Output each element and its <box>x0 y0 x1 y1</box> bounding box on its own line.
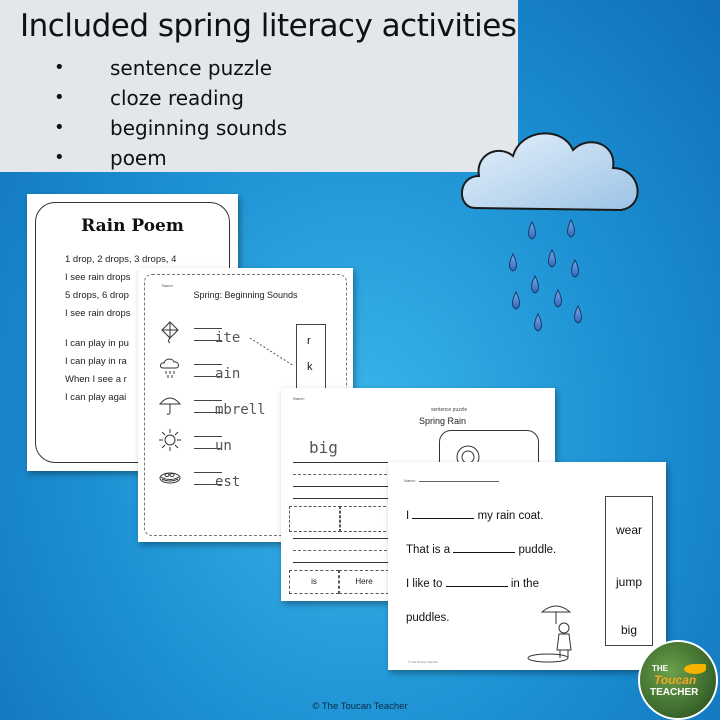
list-item: • beginning sounds <box>54 116 288 140</box>
poem-line: I can play in ra <box>65 356 127 367</box>
answer-blank <box>194 436 222 437</box>
name-blank <box>419 481 499 482</box>
word-bank-item: jump <box>615 575 642 589</box>
answer-blank <box>194 472 222 473</box>
word-card: Here <box>339 570 389 594</box>
name-label: Name: <box>404 478 499 483</box>
cloze-sentence: I like to in the <box>406 578 539 590</box>
nest-icon <box>158 464 182 488</box>
matching-line <box>248 336 298 370</box>
word-ending: ite <box>215 330 241 346</box>
cloze-reading-sheet <box>388 462 666 670</box>
poem-line: I see rain drops <box>65 308 131 319</box>
copyright-credit: © The Toucan Teacher <box>312 701 408 712</box>
answer-blank <box>453 552 515 553</box>
rain-cloud-icon <box>455 118 650 343</box>
sheet-title: Spring: Beginning Sounds <box>193 290 298 300</box>
word-card: is <box>289 570 339 594</box>
name-label: Name: <box>162 283 174 288</box>
poem-line: When I see a r <box>65 374 127 385</box>
word-bank-item: wear <box>615 523 642 537</box>
sheet-title: Spring Rain <box>419 416 467 426</box>
word-ending: est <box>215 474 241 490</box>
traced-word: big <box>309 438 338 457</box>
word-bank-item: big <box>620 623 637 637</box>
cloze-sentence: I my rain coat. <box>406 510 544 522</box>
list-item: • cloze reading <box>54 86 244 110</box>
poem-title: Rain Poem <box>81 216 184 236</box>
word-bank <box>605 496 653 646</box>
answer-blank <box>194 328 222 329</box>
answer-blank <box>412 518 474 519</box>
letter: k <box>307 361 313 373</box>
name-label: Name: <box>293 396 305 401</box>
answer-blank <box>194 400 222 401</box>
cut-cell <box>339 506 391 532</box>
header-panel <box>0 0 518 172</box>
sheet-subtitle: sentence puzzle <box>431 407 468 413</box>
cut-cell <box>289 506 341 532</box>
toucan-teacher-logo: THE Toucan TEACHER <box>638 640 718 720</box>
word-ending: un <box>215 438 232 454</box>
list-item: • poem <box>54 146 167 170</box>
letter: r <box>307 335 311 347</box>
child-with-umbrella-icon <box>526 602 586 664</box>
poem-line: I see rain drops <box>65 272 131 283</box>
poem-line: I can play in pu <box>65 338 129 349</box>
answer-blank <box>194 364 222 365</box>
word-ending: ain <box>215 366 241 382</box>
poem-line: 1 drop, 2 drops, 3 drops, 4 <box>65 254 177 265</box>
word-ending: mbrell <box>215 402 266 418</box>
poem-line: 5 drops, 6 drop <box>65 290 129 301</box>
cloze-sentence: That is a puddle. <box>406 544 557 556</box>
umbrella-icon <box>158 392 182 416</box>
answer-blank <box>446 586 508 587</box>
cloze-sentence: puddles. <box>406 612 450 624</box>
rain-cloud-icon <box>158 356 182 380</box>
activity-list <box>54 56 287 176</box>
list-item: • sentence puzzle <box>54 56 273 80</box>
page-title: Included spring literacy activities <box>20 8 517 44</box>
kite-icon <box>158 320 182 344</box>
poem-line: I can play agai <box>65 392 127 403</box>
sheet-footer: © The Toucan Teacher <box>408 660 439 664</box>
sun-icon <box>158 428 182 452</box>
